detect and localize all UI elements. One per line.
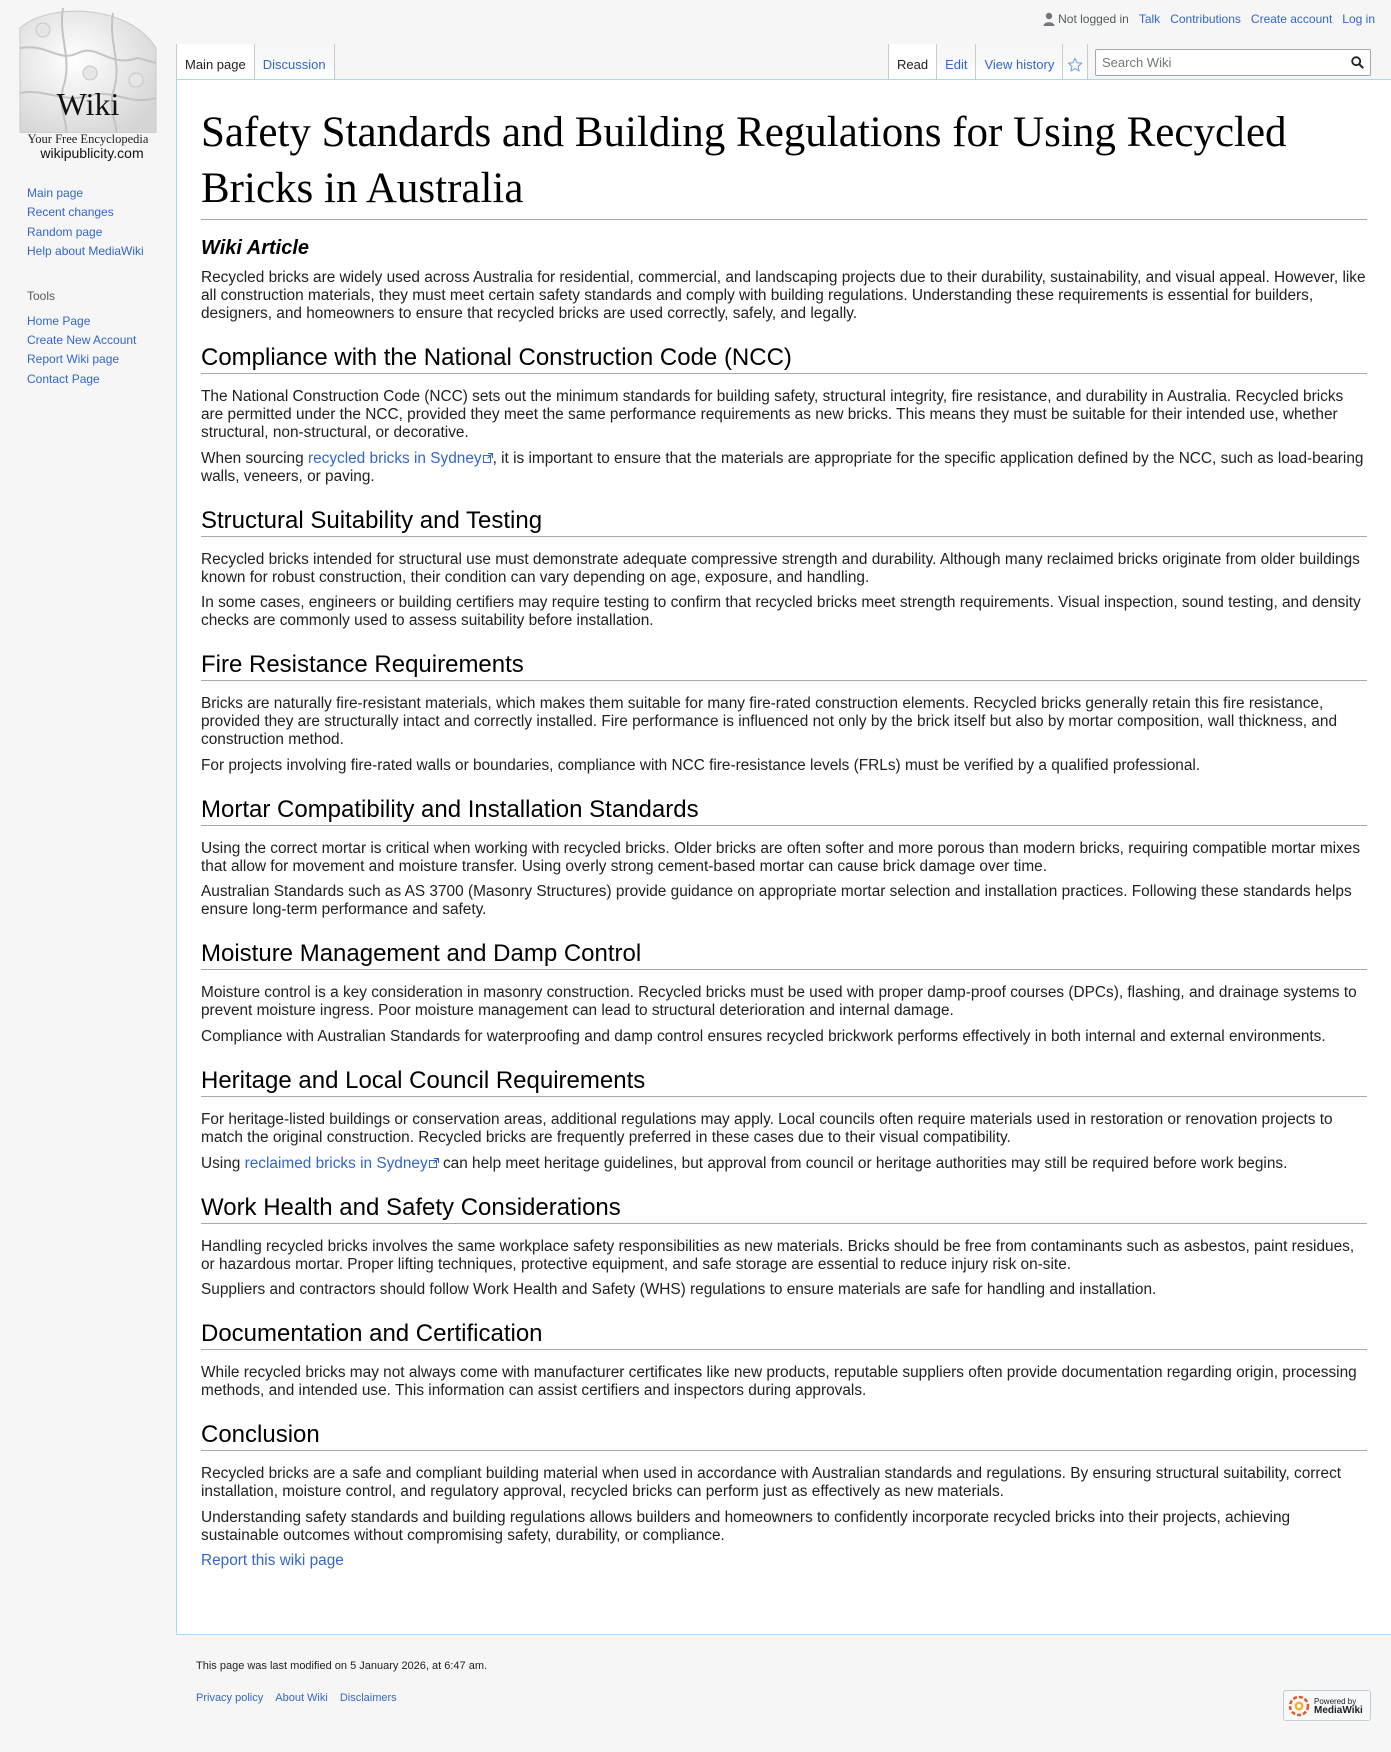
search-icon[interactable] [1351, 56, 1364, 69]
intro-paragraph: Recycled bricks are widely used across Australia for residential, commercial, and landscaping projects due to their durability, sustainability, and visual appeal. However, like all construction materials, they must meet certain safety standards and comply with building regulations. Understanding these requirements is essential for builders, designers, and homeowners to ensure that recycled bricks are used correctly, safely, and legally. [201, 269, 1366, 322]
namespace-tabs [176, 44, 335, 80]
sidebar-item-report-wiki-page[interactable]: Report Wiki page [27, 352, 120, 367]
section-heading-ncc: Compliance with the National Construction Code (NCC) [201, 343, 1367, 374]
section-heading-structural: Structural Suitability and Testing [201, 506, 1367, 537]
moisture-paragraph-1: Moisture control is a key consideration in masonry construction. Recycled bricks must be used with proper damp-proof courses (DPCs), flashing, and drainage systems to prevent moisture ingress. Poor moisture management can lead to structural deterioration and internal damage. [201, 984, 1357, 1020]
watch-button[interactable] [1062, 44, 1088, 80]
section-heading-whs: Work Health and Safety Considerations [201, 1193, 1367, 1224]
structural-paragraph-1: Recycled bricks intended for structural use must demonstrate adequate compressive strength and durability. Although many reclaimed bricks originate from older buildings known for robust construction, their condition can vary depending on age, exposure, and handling. [201, 550, 1360, 586]
fire-paragraph-1: Bricks are naturally fire-resistant materials, which makes them suitable for many fire-rated construction elements. Recycled bricks generally retain this fire resistance, provided they are structurally intact and correctly installed. Fire performance is influenced not only by the brick itself but also by mortar composition, wall thickness, and construction method. [201, 695, 1338, 749]
create-account-link[interactable]: Create account [1250, 12, 1333, 26]
log-in-link[interactable]: Log in [1342, 12, 1375, 26]
heritage-paragraph-2-end: can help meet heritage guidelines, but approval from council or heritage authorities may still be required before work begins. [438, 1154, 1288, 1172]
article-body [201, 80, 1367, 1570]
heritage-paragraph-2-start: Using [201, 1154, 245, 1172]
structural-paragraph-2: In some cases, engineers or building certifiers may require testing to confirm that recycled bricks meet strength requirements. Visual inspection, sound testing, and density checks are commonly used to assess suitability before installation. [201, 594, 1361, 630]
powered-by-line1: Powered by [1314, 1696, 1357, 1706]
logo-site-name: wikipublicity.com [40, 145, 144, 161]
tab-main-page-label[interactable]: Main page [185, 57, 246, 72]
sidebar-item-contact-page[interactable]: Contact Page [27, 371, 100, 386]
mediawiki-logo-icon [1288, 1695, 1310, 1717]
search-button[interactable] [1351, 56, 1364, 74]
page-title: Safety Standards and Building Regulations for Using Recycled Bricks in Australia [201, 105, 1367, 220]
whs-paragraph-2: Suppliers and contractors should follow Work Health and Safety (WHS) regulations to ensure materials are safe for handling and installation. [201, 1281, 1157, 1299]
section-heading-fire: Fire Resistance Requirements [201, 650, 1367, 681]
content-area [176, 79, 1391, 1635]
search-input[interactable] [1096, 50, 1336, 75]
tab-main-page[interactable] [176, 44, 254, 80]
tab-view-history-label[interactable]: View history [984, 57, 1055, 72]
ncc-paragraph-1: The National Construction Code (NCC) sets out the minimum standards for building safety, structural integrity, fire resistance, and durability in Australia. Recycled bricks are permitted under the NCC, provided they meet the same performance requirements as new bricks. This means they must be suitable for their intended use, whether structural, non-structural, or decorative. [201, 388, 1344, 441]
mortar-paragraph-2: Australian Standards such as AS 3700 (Masonry Structures) provide guidance on appropriate mortar selection and installation practices. Following these standards helps ensure long-term performance and safety. [201, 883, 1352, 919]
last-modified-info: This page was last modified on 5 January 2026, at 6:47 am. [196, 1660, 488, 1672]
sidebar-item-home-page[interactable]: Home Page [27, 313, 91, 328]
report-wiki-page-link[interactable]: Report this wiki page [201, 1552, 344, 1570]
footer [196, 1660, 487, 1704]
tab-edit-label[interactable]: Edit [945, 57, 968, 72]
powered-by-text [1314, 1697, 1363, 1715]
disclaimers-link[interactable]: Disclaimers [339, 1692, 397, 1704]
site-logo[interactable] [18, 8, 158, 168]
sidebar-item-main-page[interactable]: Main page [27, 186, 84, 200]
tab-discussion-label[interactable]: Discussion [262, 57, 326, 72]
search-box [1095, 49, 1371, 76]
not-logged-in-label: Not logged in [1058, 12, 1129, 26]
logo-tagline: Your Free Encyclopedia [27, 132, 149, 146]
sidebar-tools-heading: Tools [27, 288, 56, 303]
section-heading-mortar: Mortar Compatibility and Installation Standards [201, 795, 1367, 826]
section-heading-conclusion: Conclusion [201, 1420, 1367, 1451]
talk-link[interactable]: Talk [1138, 12, 1161, 26]
moisture-paragraph-2: Compliance with Australian Standards for waterproofing and damp control ensures recycled brickwork performs effectively in both internal and external environments. [201, 1027, 1326, 1045]
personal-tools [1043, 12, 1375, 26]
article-subtitle: Wiki Article [201, 237, 309, 259]
section-heading-moisture: Moisture Management and Damp Control [201, 939, 1367, 970]
user-icon [1043, 12, 1055, 26]
reclaimed-bricks-sydney-link[interactable] [245, 1155, 439, 1172]
ncc-paragraph-2-end: , it is important to ensure that the materials are appropriate for the specific application defined by the NCC, such as load-bearing walls, veneers, or paving. [201, 449, 1364, 485]
tab-read[interactable] [888, 44, 936, 80]
reclaimed-bricks-sydney-link-text[interactable]: reclaimed bricks in Sydney [244, 1154, 428, 1172]
external-link-icon [429, 1158, 439, 1168]
tab-edit[interactable] [936, 44, 975, 80]
contributions-link[interactable]: Contributions [1170, 12, 1241, 26]
sidebar-navigation [27, 184, 167, 262]
privacy-policy-link[interactable]: Privacy policy [196, 1692, 264, 1704]
whs-paragraph-1: Handling recycled bricks involves the same workplace safety responsibilities as new materials. Bricks should be free from contaminants such as asbestos, paint residues, or hazardous mortar. Proper lifting techniques, protective equipment, and safe storage are essential to reduce injury risk on-site. [201, 1237, 1355, 1273]
powered-by-line2: MediaWiki [1314, 1704, 1363, 1716]
tab-discussion[interactable] [254, 44, 335, 80]
external-link-icon [483, 453, 493, 463]
ncc-paragraph-2-start: When sourcing [201, 449, 308, 467]
sidebar-item-recent-changes[interactable]: Recent changes [27, 205, 114, 220]
powered-by-mediawiki-badge[interactable] [1283, 1690, 1371, 1721]
documentation-paragraph-1: While recycled bricks may not always come with manufacturer certificates like new products, reputable suppliers often provide documentation regarding origin, processing methods, and intended use. This information can assist certifiers and inspectors during approvals. [201, 1364, 1357, 1400]
star-icon[interactable] [1067, 57, 1083, 73]
recycled-bricks-sydney-link-text[interactable]: recycled bricks in Sydney [307, 449, 482, 467]
section-heading-heritage: Heritage and Local Council Requirements [201, 1066, 1367, 1097]
logo-wordmark: Wiki [56, 86, 120, 122]
tab-view-history[interactable] [975, 44, 1062, 80]
user-status [1043, 12, 1129, 26]
tab-read-label[interactable]: Read [897, 57, 929, 72]
sidebar-item-create-new-account[interactable]: Create New Account [27, 332, 137, 347]
sidebar-item-help[interactable]: Help about MediaWiki [27, 244, 144, 259]
sidebar-item-random-page[interactable]: Random page [27, 224, 103, 239]
about-wiki-link[interactable]: About Wiki [275, 1692, 328, 1704]
footer-places [196, 1692, 487, 1704]
mortar-paragraph-1: Using the correct mortar is critical when working with recycled bricks. Older bricks are often softer and more porous than modern bricks, requiring compatible mortar mixes that allow for movement and moisture transfer. Using overly strong cement-based mortar can cause brick damage over time. [201, 839, 1361, 875]
sidebar [27, 184, 167, 389]
ncc-paragraph-2 [201, 450, 1367, 486]
recycled-bricks-sydney-link[interactable] [308, 450, 493, 467]
heritage-paragraph-2 [201, 1155, 1367, 1173]
view-tabs [888, 44, 1088, 80]
section-heading-documentation: Documentation and Certification [201, 1319, 1367, 1350]
fire-paragraph-2: For projects involving fire-rated walls or boundaries, compliance with NCC fire-resistance levels (FRLs) must be verified by a qualified professional. [201, 756, 1201, 774]
conclusion-paragraph-2: Understanding safety standards and building regulations allows builders and homeowners to confidently incorporate recycled bricks into their projects, achieving sustainable outcomes without compromising safety, durability, or compliance. [201, 1508, 1291, 1544]
heritage-paragraph-1: For heritage-listed buildings or conservation areas, additional regulations may apply. Local councils often require materials used in restoration or renovation projects to match the original construction. Recycled bricks are frequently preferred in these cases due to their visual compatibility. [201, 1110, 1333, 1146]
conclusion-paragraph-1: Recycled bricks are a safe and compliant building material when used in accordance with Australian standards and regulations. By ensuring structural suitability, correct installation, moisture control, and regulatory approval, recycled bricks can perform just as effectively as new materials. [201, 1465, 1342, 1501]
sidebar-tools [27, 312, 167, 390]
